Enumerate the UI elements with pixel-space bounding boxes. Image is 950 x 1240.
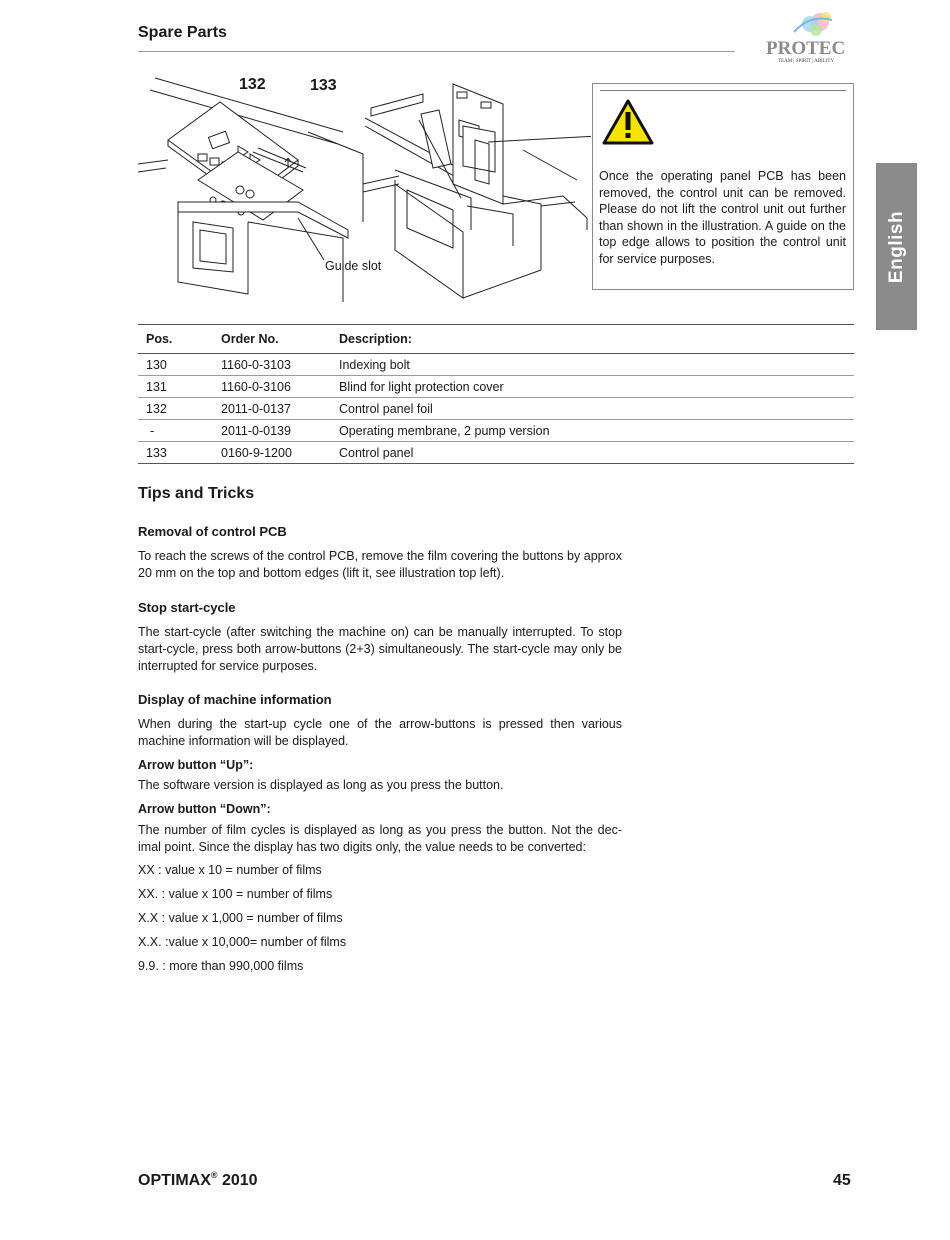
logo-swirl-icon bbox=[766, 10, 858, 40]
arrow-down-heading: Arrow button “Down”: bbox=[138, 802, 271, 816]
cell-pos: 130 bbox=[138, 354, 213, 376]
removal-heading: Removal of control PCB bbox=[138, 524, 287, 539]
warning-triangle-icon bbox=[602, 99, 654, 145]
table-row bbox=[138, 398, 854, 420]
table-row bbox=[138, 376, 854, 398]
conversion-line: XX. : value x 100 = number of films bbox=[138, 887, 333, 901]
table-row bbox=[138, 354, 854, 376]
conversion-line: X.X : value x 1,000 = number of films bbox=[138, 911, 343, 925]
cell-description: Blind for light protection cover bbox=[331, 376, 854, 398]
guide-slot-label: Guide slot bbox=[325, 259, 382, 273]
page-number: 45 bbox=[833, 1172, 851, 1189]
cell-order-no: 1160-0-3106 bbox=[213, 376, 331, 398]
table-row bbox=[138, 420, 854, 442]
header-divider bbox=[138, 51, 735, 52]
spare-parts-table bbox=[138, 324, 854, 464]
language-tab bbox=[876, 163, 917, 330]
removal-paragraph: To reach the screws of the control PCB, remove the film covering the buttons by approx 20 mm on the top and bottom edges (lift it, see illustration top left). bbox=[138, 549, 622, 580]
cell-order-no: 0160-9-1200 bbox=[213, 442, 331, 464]
cell-order-no: 2011-0-0137 bbox=[213, 398, 331, 420]
warning-text: Once the operating panel PCB has been removed, the control unit can be removed. Please do not lift the control unit out further than shown in the illustration. A guide on the top edge allows to position the control unit for service purposes. bbox=[599, 169, 846, 266]
cell-pos: - bbox=[138, 420, 213, 442]
registered-mark: ® bbox=[210, 1170, 218, 1180]
table-header-row bbox=[138, 325, 854, 354]
product-year: 2010 bbox=[221, 1172, 258, 1189]
warning-rule bbox=[600, 90, 846, 91]
control-unit-illustration bbox=[363, 80, 591, 300]
display-info-heading: Display of machine information bbox=[138, 692, 332, 707]
protec-logo bbox=[766, 10, 858, 68]
callout-132: 132 bbox=[239, 76, 266, 93]
cell-order-no: 2011-0-0139 bbox=[213, 420, 331, 442]
table-row bbox=[138, 442, 854, 464]
conversion-line: 9.9. : more than 990,000 films bbox=[138, 959, 304, 973]
product-name: OPTIMAX bbox=[138, 1172, 211, 1189]
cell-order-no: 1160-0-3103 bbox=[213, 354, 331, 376]
arrow-up-heading: Arrow button “Up”: bbox=[138, 758, 254, 772]
column-header-pos: Pos. bbox=[138, 325, 213, 354]
footer-product-name bbox=[138, 1172, 258, 1190]
cell-description: Control panel foil bbox=[331, 398, 854, 420]
cell-pos: 133 bbox=[138, 442, 213, 464]
warning-box bbox=[592, 83, 854, 290]
cell-pos: 131 bbox=[138, 376, 213, 398]
conversion-line: X.X. :value x 10,000= number of films bbox=[138, 935, 347, 949]
column-header-description: Description: bbox=[331, 325, 854, 354]
arrow-down-paragraph: The number of film cycles is displayed as long as you press the button. Not the dec-imal point. Since the display has two digits only, the value needs to be converted: bbox=[138, 823, 622, 854]
cell-pos: 132 bbox=[138, 398, 213, 420]
conversion-line: XX : value x 10 = number of films bbox=[138, 863, 322, 877]
tips-section-title: Tips and Tricks bbox=[138, 485, 255, 502]
cell-description: Operating membrane, 2 pump version bbox=[331, 420, 854, 442]
page-section-title: Spare Parts bbox=[138, 24, 227, 41]
stop-cycle-heading: Stop start-cycle bbox=[138, 600, 236, 615]
arrow-up-paragraph: The software version is displayed as long as you press the button. bbox=[138, 778, 504, 792]
language-tab-label: English bbox=[885, 210, 907, 283]
logo-wordmark: PROTEC bbox=[766, 38, 846, 59]
cell-description: Control panel bbox=[331, 442, 854, 464]
logo-tagline: TEAM | SPIRIT | ABILITY bbox=[778, 59, 835, 64]
cell-description: Indexing bolt bbox=[331, 354, 854, 376]
column-header-order-no: Order No. bbox=[213, 325, 331, 354]
stop-cycle-paragraph: The start-cycle (after switching the machine on) can be manually interrupted. To stop start-cycle, press both arrow-buttons (2+3) simultaneously. The start-cycle may only be interrupted for service purposes. bbox=[138, 625, 622, 673]
callout-133: 133 bbox=[310, 77, 337, 94]
display-info-paragraph: When during the start-up cycle one of the arrow-buttons is pressed then various machine information will be displayed. bbox=[138, 717, 622, 748]
